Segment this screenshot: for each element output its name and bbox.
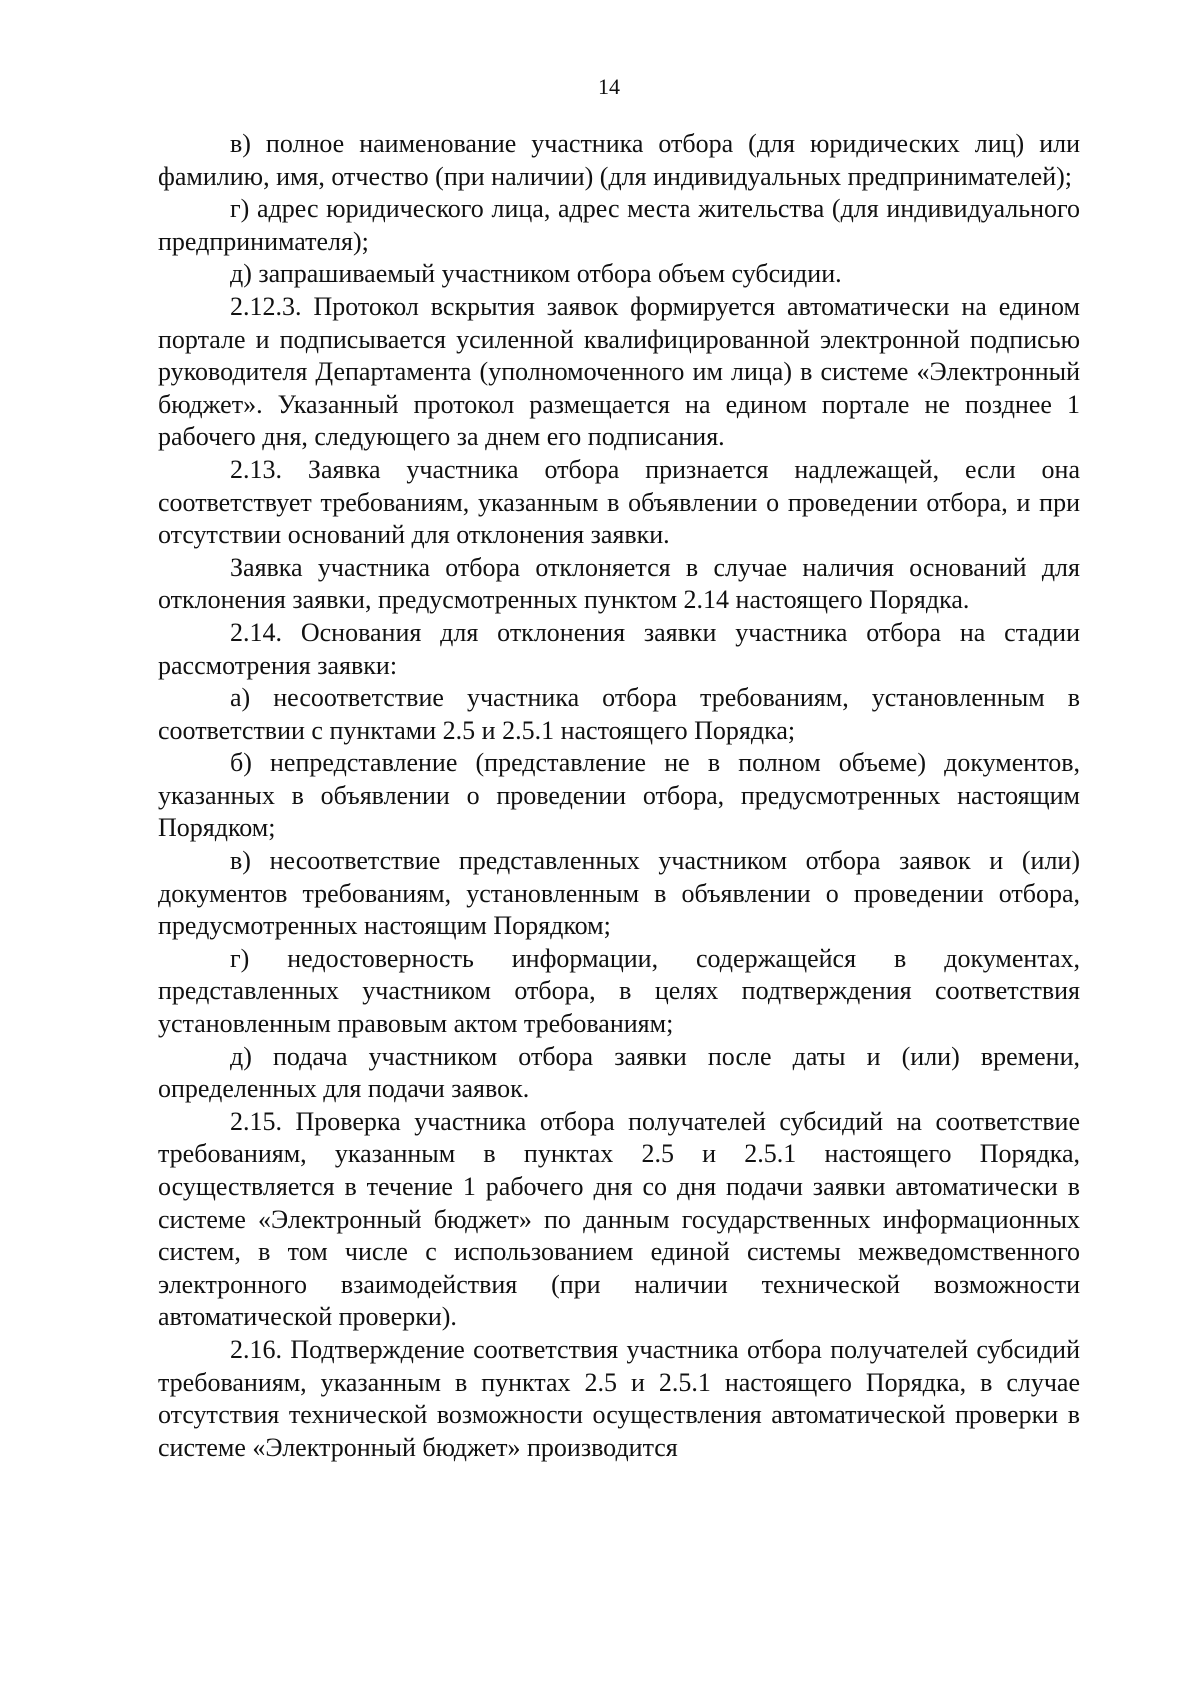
paragraph-item-d-subsidy-amount: д) запрашиваемый участником отбора объем субсидии. — [230, 259, 842, 289]
paragraph-2-15: 2.15. Проверка участника отбора получателей субсидий на соответствие требованиям, указанным в пунктах 2.5 и 2.5.1 настоящего Порядка, осуществляется в течение 1 рабочего дня со дня подачи заявки автоматически в системе «Электронный бюджет» по данным государственных информационных систем, в том числе с использованием единой системы межведомственного электронного взаимодействия (при наличии технической возможности автоматической проверки). — [158, 1106, 1080, 1332]
paragraph-2-16: 2.16. Подтверждение соответствия участника отбора получателей субсидий требованиям, указанным в пунктах 2.5 и 2.5.1 настоящего Порядка, в случае отсутствия технической возможности осуществления автоматической проверки в системе «Электронный бюджет» производится — [158, 1334, 1080, 1462]
paragraph-2-14-d: д) подача участником отбора заявки после даты и (или) времени, определенных для подачи заявок. — [158, 1041, 1080, 1104]
paragraph-2-14: 2.14. Основания для отклонения заявки участника отбора на стадии рассмотрения заявки: — [158, 617, 1080, 680]
paragraph-2-14-g: г) недостоверность информации, содержащейся в документах, представленных участником отбора, в целях подтверждения соответствия установленным правовым актом требованиям; — [158, 943, 1080, 1039]
page-number: 14 — [598, 74, 620, 99]
paragraph-2-12-3: 2.12.3. Протокол вскрытия заявок формируется автоматически на едином портале и подписывается усиленной квалифицированной электронной подписью руководителя Департамента (уполномоченного им лица) в системе «Электронный бюджет». Указанный протокол размещается на едином портале не позднее 1 рабочего дня, следующего за днем его подписания. — [158, 291, 1080, 452]
paragraph-item-v-name: в) полное наименование участника отбора (для юридических лиц) или фамилию, имя, отчество (при наличии) (для индивидуальных предпринимателей); — [158, 129, 1080, 191]
paragraph-2-14-a: а) несоответствие участника отбора требованиям, установленным в соответствии с пунктами 2.5 и 2.5.1 настоящего Порядка; — [158, 683, 1080, 745]
paragraph-2-13: 2.13. Заявка участника отбора признается надлежащей, если она соответствует требованиям, указанным в объявлении о проведении отбора, и при отсутствии оснований для отклонения заявки. — [158, 454, 1080, 550]
paragraph-2-13-rejection: Заявка участника отбора отклоняется в случае наличия оснований для отклонения заявки, предусмотренных пунктом 2.14 настоящего Порядка. — [158, 552, 1080, 615]
paragraph-item-g-address: г) адрес юридического лица, адрес места жительства (для индивидуального предпринимателя); — [158, 194, 1080, 256]
paragraph-2-14-v: в) несоответствие представленных участником отбора заявок и (или) документов требованиям, установленным в объявлении о проведении отбора, предусмотренных настоящим Порядком; — [158, 846, 1080, 941]
paragraph-2-14-b: б) непредставление (представление не в полном объеме) документов, указанных в объявлении о проведении отбора, предусмотренных настоящим Порядком; — [158, 748, 1080, 843]
document-body — [158, 128, 1080, 1464]
